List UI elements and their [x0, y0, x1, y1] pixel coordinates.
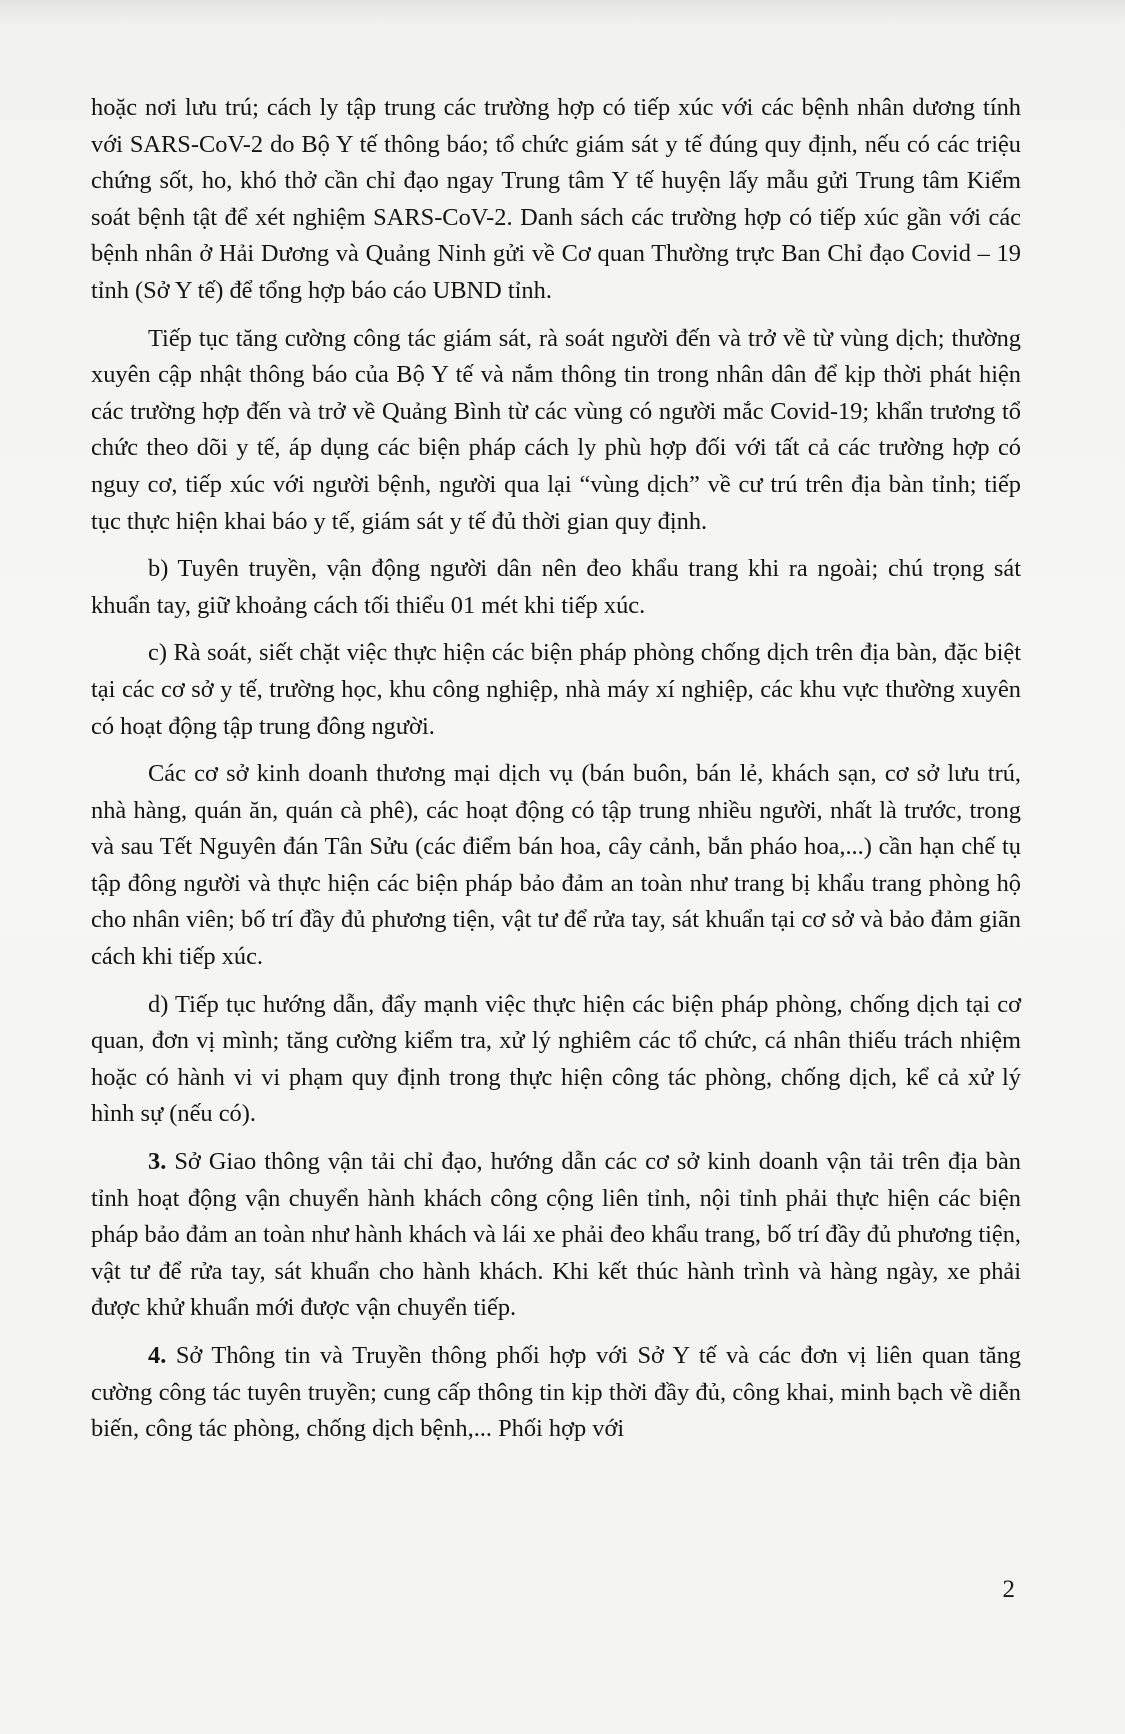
- paragraph-text: d) Tiếp tục hướng dẫn, đẩy mạnh việc thực hiện các biện pháp phòng, chống dịch tại cơ quan, đơn vị mình; tăng cường kiểm tra, xử lý nghiêm các tổ chức, cá nhân thiếu trách nhiệm hoặc có hành vi vi phạm quy định trong thực hiện công tác phòng, chống dịch, kể cả xử lý hình sự (nếu có).: [91, 990, 1021, 1128]
- section-number: 3.: [148, 1148, 167, 1176]
- page-number: 2: [1002, 1576, 1015, 1603]
- paragraph-item-b: [91, 551, 1021, 624]
- paragraph-section-4: [91, 1338, 1021, 1448]
- paragraph-text: b) Tuyên truyền, vận động người dân nên đeo khẩu trang khi ra ngoài; chú trọng sát khuẩn tay, giữ khoảng cách tối thiểu 01 mét khi tiếp xúc.: [91, 555, 1021, 619]
- paragraph-surveillance: [91, 321, 1021, 541]
- paragraph-text: Tiếp tục tăng cường công tác giám sát, rà soát người đến và trở về từ vùng dịch; thường xuyên cập nhật thông báo của Bộ Y tế và nắm thông tin trong nhân dân để kịp thời phát hiện các trường hợp đến và trở về Quảng Bình từ các vùng có người mắc Covid-19; khẩn trương tổ chức theo dõi y tế, áp dụng các biện pháp cách ly phù hợp đối với tất cả các trường hợp có nguy cơ, tiếp xúc với người bệnh, người qua lại “vùng dịch” về cư trú trên địa bàn tỉnh; tiếp tục thực hiện khai báo y tế, giám sát y tế đủ thời gian quy định.: [91, 324, 1021, 535]
- paragraph-section-3: [91, 1144, 1021, 1327]
- paragraph-text: c) Rà soát, siết chặt việc thực hiện các biện pháp phòng chống dịch trên địa bàn, đặc biệt tại các cơ sở y tế, trường học, khu công nghiệp, nhà máy xí nghiệp, các khu vực thường xuyên có hoạt động tập trung đông người.: [91, 639, 1021, 740]
- paragraph-text: Sở Thông tin và Truyền thông phối hợp với Sở Y tế và các đơn vị liên quan tăng cường công tác tuyên truyền; cung cấp thông tin kịp thời đầy đủ, công khai, minh bạch về diễn biến, công tác phòng, chống dịch bệnh,... Phối hợp với: [91, 1342, 1021, 1443]
- paragraph-text: Các cơ sở kinh doanh thương mại dịch vụ (bán buôn, bán lẻ, khách sạn, cơ sở lưu trú, nhà hàng, quán ăn, quán cà phê), các hoạt động có tập trung nhiều người, nhất là trước, trong và sau Tết Nguyên đán Tân Sửu (các điểm bán hoa, cây cảnh, bắn pháo hoa,...) cần hạn chế tụ tập đông người và thực hiện các biện pháp bảo đảm an toàn như trang bị khẩu trang phòng hộ cho nhân viên; bố trí đầy đủ phương tiện, vật tư để rửa tay, sát khuẩn tại cơ sở và bảo đảm giãn cách khi tiếp xúc.: [91, 760, 1021, 971]
- paragraph-item-d: [91, 987, 1021, 1133]
- scan-edge: [0, 0, 1125, 26]
- paragraph-text: Sở Giao thông vận tải chỉ đạo, hướng dẫn các cơ sở kinh doanh vận tải trên địa bàn tỉnh hoạt động vận chuyển hành khách công cộng liên tỉnh, nội tỉnh phải thực hiện các biện pháp bảo đảm an toàn như hành khách và lái xe phải đeo khẩu trang, bố trí đầy đủ phương tiện, vật tư để rửa tay, sát khuẩn cho hành khách. Khi kết thúc hành trình và hàng ngày, xe phải được khử khuẩn mới được vận chuyển tiếp.: [91, 1148, 1021, 1322]
- paragraph-text: hoặc nơi lưu trú; cách ly tập trung các trường hợp có tiếp xúc với các bệnh nhân dương tính với SARS-CoV-2 do Bộ Y tế thông báo; tổ chức giám sát y tế đúng quy định, nếu có các triệu chứng sốt, ho, khó thở cần chỉ đạo ngay Trung tâm Y tế huyện lấy mẫu gửi Trung tâm Kiểm soát bệnh tật để xét nghiệm SARS-CoV-2. Danh sách các trường hợp có tiếp xúc gần với các bệnh nhân ở Hải Dương và Quảng Ninh gửi về Cơ quan Thường trực Ban Chỉ đạo Covid – 19 tỉnh (Sở Y tế) để tổng hợp báo cáo UBND tỉnh.: [91, 94, 1021, 304]
- paragraph-item-c: [91, 635, 1021, 745]
- paragraph-isolation-continued: [91, 90, 1021, 310]
- document-body: [91, 90, 1021, 1459]
- section-number: 4.: [148, 1342, 167, 1369]
- paragraph-business: [91, 756, 1021, 976]
